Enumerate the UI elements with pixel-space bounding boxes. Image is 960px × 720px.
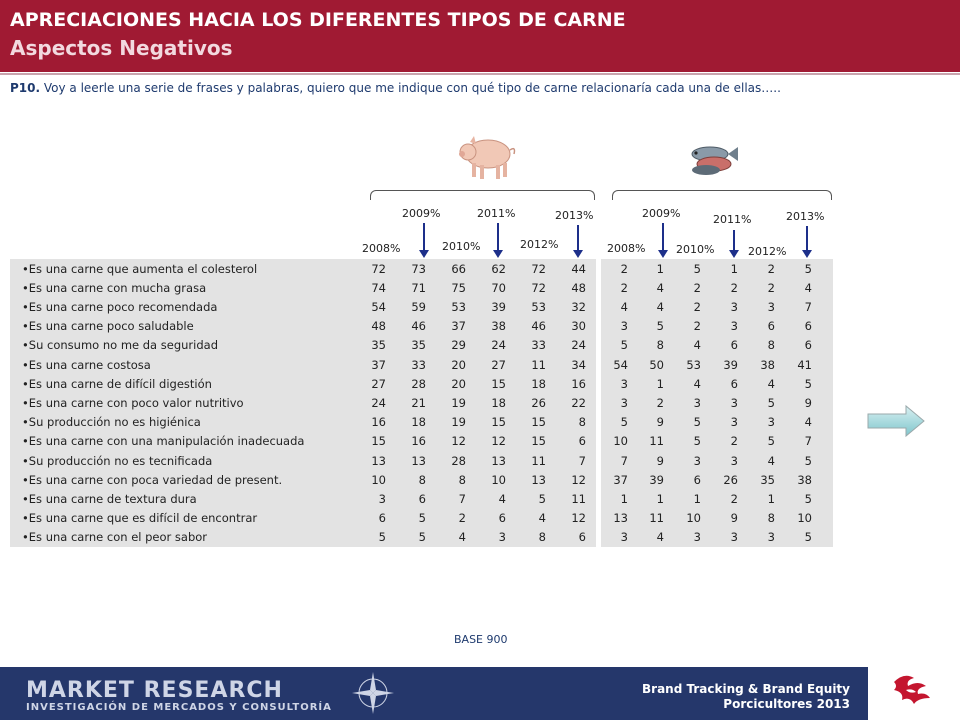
fish-value: 9	[656, 453, 664, 468]
row-label: •Es una carne con poco valor nutritivo	[22, 395, 244, 410]
fish-value: 5	[693, 415, 701, 430]
fish-value: 5	[620, 415, 628, 430]
pig-value: 75	[451, 280, 466, 295]
pig-year-2009: 2009%	[402, 207, 441, 220]
fish-value: 2	[656, 395, 664, 410]
fish-value: 6	[804, 319, 812, 334]
table-row	[10, 432, 840, 451]
header-bar	[0, 0, 960, 72]
pig-value: 8	[458, 472, 466, 487]
pig-value: 27	[371, 376, 386, 391]
table-row	[10, 297, 840, 316]
pig-value: 2	[458, 511, 466, 526]
fish-value: 5	[767, 434, 775, 449]
fish-year-2010: 2010%	[676, 243, 715, 256]
fish-value: 4	[804, 280, 812, 295]
fish-value: 4	[693, 376, 701, 391]
pig-value: 59	[411, 299, 426, 314]
row-label: •Es una carne poco recomendada	[22, 299, 218, 314]
pig-value: 62	[491, 261, 506, 276]
fish-value: 1	[656, 261, 664, 276]
pig-value: 19	[451, 395, 466, 410]
pig-value: 6	[418, 491, 426, 506]
fish-value: 5	[804, 491, 812, 506]
table-row	[10, 509, 840, 528]
question-text	[10, 81, 781, 95]
fish-value: 39	[723, 357, 738, 372]
fish-value: 11	[649, 511, 664, 526]
pig-value: 7	[578, 453, 586, 468]
pig-value: 10	[491, 472, 506, 487]
fish-value: 1	[656, 376, 664, 391]
fish-value: 50	[649, 357, 664, 372]
fish-value: 5	[620, 338, 628, 353]
fish-value: 26	[723, 472, 738, 487]
fish-value: 1	[693, 491, 701, 506]
brand-line-2: Porcicultores 2013	[723, 697, 850, 711]
pig-value: 24	[371, 395, 386, 410]
pig-value: 48	[571, 280, 586, 295]
row-label: •Su consumo no me da seguridad	[22, 338, 218, 353]
fish-bracket	[612, 190, 832, 200]
fish-value: 5	[804, 453, 812, 468]
row-label: •Es una carne poco saludable	[22, 319, 194, 334]
fish-year-2009: 2009%	[642, 207, 681, 220]
fish-value: 1	[767, 491, 775, 506]
fish-value: 4	[767, 376, 775, 391]
pig-value: 32	[571, 299, 586, 314]
fish-arrow-2013	[806, 226, 808, 253]
table-row	[10, 374, 840, 393]
fish-value: 2	[620, 280, 628, 295]
pig-value: 3	[378, 491, 386, 506]
fish-arrow-2009	[662, 223, 664, 253]
pig-value: 5	[418, 530, 426, 545]
pig-value: 6	[578, 530, 586, 545]
fish-value: 6	[730, 338, 738, 353]
pig-value: 72	[531, 261, 546, 276]
fish-value: 1	[730, 261, 738, 276]
pig-value: 11	[531, 453, 546, 468]
fish-value: 2	[767, 280, 775, 295]
fish-value: 35	[760, 472, 775, 487]
pig-value: 22	[571, 395, 586, 410]
pig-value: 53	[531, 299, 546, 314]
pig-value: 34	[571, 357, 586, 372]
pig-value: 46	[411, 319, 426, 334]
fish-value: 2	[730, 434, 738, 449]
compass-icon	[350, 670, 396, 716]
pig-year-2013: 2013%	[555, 209, 594, 222]
fish-year-2012: 2012%	[748, 245, 787, 258]
fish-value: 4	[767, 453, 775, 468]
row-label: •Es una carne con mucha grasa	[22, 280, 207, 295]
pig-value: 33	[411, 357, 426, 372]
next-arrow-button[interactable]	[866, 404, 926, 438]
base-note: BASE 900	[454, 633, 508, 646]
fish-value: 3	[620, 376, 628, 391]
fish-value: 6	[693, 472, 701, 487]
pig-value: 15	[531, 415, 546, 430]
fish-value: 3	[767, 530, 775, 545]
pig-value: 19	[451, 415, 466, 430]
pig-arrow-2011	[497, 223, 499, 253]
row-label: •Es una carne que es difícil de encontrar	[22, 511, 258, 526]
fish-value: 1	[656, 491, 664, 506]
fish-value: 8	[656, 338, 664, 353]
table-row	[10, 413, 840, 432]
table-row	[10, 393, 840, 412]
pig-value: 12	[451, 434, 466, 449]
row-label: •Es una carne que aumenta el colesterol	[22, 261, 258, 276]
pig-arrow-2009	[423, 223, 425, 253]
pig-icon	[458, 130, 520, 182]
fish-value: 2	[693, 299, 701, 314]
page-title: APRECIACIONES HACIA LOS DIFERENTES TIPOS DE CARNE	[10, 9, 626, 31]
pig-value: 12	[491, 434, 506, 449]
pig-value: 10	[371, 472, 386, 487]
fish-year-2013: 2013%	[786, 210, 825, 223]
row-label: •Es una carne con poca variedad de present.	[22, 472, 283, 487]
fish-value: 9	[656, 415, 664, 430]
fish-value: 3	[730, 395, 738, 410]
pig-value: 11	[531, 357, 546, 372]
logo-title: MARKET RESEARCH	[26, 678, 283, 703]
pig-value: 46	[531, 319, 546, 334]
fish-value: 6	[730, 376, 738, 391]
fish-value: 2	[730, 491, 738, 506]
pig-value: 16	[371, 415, 386, 430]
row-label: •Es una carne con una manipulación inadecuada	[22, 434, 305, 449]
row-label: •Su producción no es higiénica	[22, 415, 201, 430]
fish-value: 3	[620, 319, 628, 334]
pig-value: 53	[451, 299, 466, 314]
pig-value: 6	[378, 511, 386, 526]
fish-value: 9	[804, 395, 812, 410]
pig-value: 4	[498, 491, 506, 506]
table-row	[10, 528, 840, 547]
pig-value: 20	[451, 376, 466, 391]
pig-value: 16	[411, 434, 426, 449]
fish-value: 53	[686, 357, 701, 372]
fish-year-2008: 2008%	[607, 242, 646, 255]
fish-value: 5	[693, 261, 701, 276]
fish-value: 54	[613, 357, 628, 372]
pig-value: 4	[458, 530, 466, 545]
fish-value: 3	[693, 395, 701, 410]
fish-value: 3	[730, 415, 738, 430]
pig-value: 12	[571, 511, 586, 526]
fish-value: 1	[620, 491, 628, 506]
pig-year-2011: 2011%	[477, 207, 516, 220]
company-logo-icon	[876, 660, 956, 720]
pig-value: 24	[571, 338, 586, 353]
table-row	[10, 278, 840, 297]
pig-value: 28	[411, 376, 426, 391]
pig-value: 74	[371, 280, 386, 295]
pig-value: 26	[531, 395, 546, 410]
fish-value: 38	[760, 357, 775, 372]
table-row	[10, 317, 840, 336]
logo-subtitle: INVESTIGACIÓN DE MERCADOS Y CONSULTORÍA	[26, 702, 332, 713]
pig-value: 7	[458, 491, 466, 506]
fish-value: 2	[730, 280, 738, 295]
pig-value: 21	[411, 395, 426, 410]
pig-value: 12	[571, 472, 586, 487]
fish-value: 3	[730, 299, 738, 314]
pig-value: 20	[451, 357, 466, 372]
fish-value: 41	[797, 357, 812, 372]
question-code: P10.	[10, 81, 41, 95]
pig-value: 15	[491, 376, 506, 391]
fish-value: 4	[656, 280, 664, 295]
pig-value: 28	[451, 453, 466, 468]
pig-value: 5	[378, 530, 386, 545]
fish-value: 4	[804, 415, 812, 430]
pig-value: 5	[418, 511, 426, 526]
fish-value: 5	[804, 261, 812, 276]
pig-value: 5	[538, 491, 546, 506]
pig-value: 70	[491, 280, 506, 295]
table-row	[10, 470, 840, 489]
fish-value: 9	[730, 511, 738, 526]
fish-value: 3	[620, 530, 628, 545]
fish-value: 3	[767, 415, 775, 430]
pig-value: 44	[571, 261, 586, 276]
pig-value: 11	[571, 491, 586, 506]
pig-year-2010: 2010%	[442, 240, 481, 253]
fish-value: 4	[693, 338, 701, 353]
table-row	[10, 259, 840, 278]
brand-line-1: Brand Tracking & Brand Equity	[642, 682, 850, 696]
pig-value: 72	[531, 280, 546, 295]
pig-value: 73	[411, 261, 426, 276]
fish-value: 3	[730, 319, 738, 334]
row-label: •Es una carne costosa	[22, 357, 151, 372]
fish-value: 3	[693, 530, 701, 545]
fish-value: 10	[613, 434, 628, 449]
pig-value: 13	[531, 472, 546, 487]
pig-value: 38	[491, 319, 506, 334]
table-row	[10, 489, 840, 508]
fish-value: 11	[649, 434, 664, 449]
pig-value: 15	[371, 434, 386, 449]
pig-year-2012: 2012%	[520, 238, 559, 251]
pig-value: 66	[451, 261, 466, 276]
pig-value: 37	[451, 319, 466, 334]
fish-value: 10	[686, 511, 701, 526]
fish-value: 5	[767, 395, 775, 410]
pig-value: 35	[371, 338, 386, 353]
table-row	[10, 355, 840, 374]
fish-value: 3	[693, 453, 701, 468]
row-label: •Es una carne de textura dura	[22, 491, 197, 506]
fish-value: 2	[693, 319, 701, 334]
pig-value: 37	[371, 357, 386, 372]
pig-value: 29	[451, 338, 466, 353]
page-subtitle: Aspectos Negativos	[10, 36, 233, 60]
fish-value: 7	[804, 299, 812, 314]
fish-value: 6	[767, 319, 775, 334]
pig-arrow-2013	[577, 225, 579, 253]
pig-value: 33	[531, 338, 546, 353]
pig-value: 27	[491, 357, 506, 372]
pig-value: 4	[538, 511, 546, 526]
fish-value: 2	[693, 280, 701, 295]
pig-value: 54	[371, 299, 386, 314]
fish-year-2011: 2011%	[713, 213, 752, 226]
fish-value: 3	[730, 530, 738, 545]
pig-value: 18	[491, 395, 506, 410]
fish-arrow-2011	[733, 230, 735, 253]
pig-bracket	[370, 190, 595, 200]
fish-value: 3	[620, 395, 628, 410]
fish-value: 4	[656, 299, 664, 314]
pig-value: 13	[371, 453, 386, 468]
pig-value: 6	[578, 434, 586, 449]
fish-value: 8	[767, 511, 775, 526]
pig-value: 48	[371, 319, 386, 334]
pig-value: 35	[411, 338, 426, 353]
fish-value: 3	[730, 453, 738, 468]
pig-value: 30	[571, 319, 586, 334]
header-divider	[0, 73, 960, 75]
fish-value: 5	[656, 319, 664, 334]
fish-value: 7	[620, 453, 628, 468]
pig-value: 8	[538, 530, 546, 545]
pig-value: 24	[491, 338, 506, 353]
row-label: •Su producción no es tecnificada	[22, 453, 213, 468]
fish-value: 8	[767, 338, 775, 353]
fish-value: 39	[649, 472, 664, 487]
fish-value: 4	[656, 530, 664, 545]
fish-value: 5	[693, 434, 701, 449]
pig-value: 16	[571, 376, 586, 391]
pig-value: 15	[491, 415, 506, 430]
pig-value: 8	[418, 472, 426, 487]
pig-value: 18	[531, 376, 546, 391]
pig-value: 15	[531, 434, 546, 449]
pig-value: 6	[498, 511, 506, 526]
pig-value: 3	[498, 530, 506, 545]
row-label: •Es una carne con el peor sabor	[22, 530, 208, 545]
fish-value: 38	[797, 472, 812, 487]
fish-value: 2	[767, 261, 775, 276]
pig-value: 8	[578, 415, 586, 430]
question-body: Voy a leerle una serie de frases y palabras, quiero que me indique con qué tipo de carne relacionaría cada una de ellas…..	[43, 81, 781, 95]
pig-year-2008: 2008%	[362, 242, 401, 255]
fish-value: 13	[613, 511, 628, 526]
pig-value: 13	[411, 453, 426, 468]
fish-value: 3	[767, 299, 775, 314]
fish-value: 5	[804, 376, 812, 391]
pig-value: 71	[411, 280, 426, 295]
fish-value: 6	[804, 338, 812, 353]
pig-value: 39	[491, 299, 506, 314]
pig-value: 13	[491, 453, 506, 468]
table-row	[10, 336, 840, 355]
row-label: •Es una carne de difícil digestión	[22, 376, 212, 391]
pig-value: 18	[411, 415, 426, 430]
fish-icon	[684, 138, 742, 180]
fish-value: 37	[613, 472, 628, 487]
fish-value: 4	[620, 299, 628, 314]
fish-value: 5	[804, 530, 812, 545]
fish-value: 10	[797, 511, 812, 526]
fish-value: 2	[620, 261, 628, 276]
table-row	[10, 451, 840, 470]
pig-value: 72	[371, 261, 386, 276]
fish-value: 7	[804, 434, 812, 449]
